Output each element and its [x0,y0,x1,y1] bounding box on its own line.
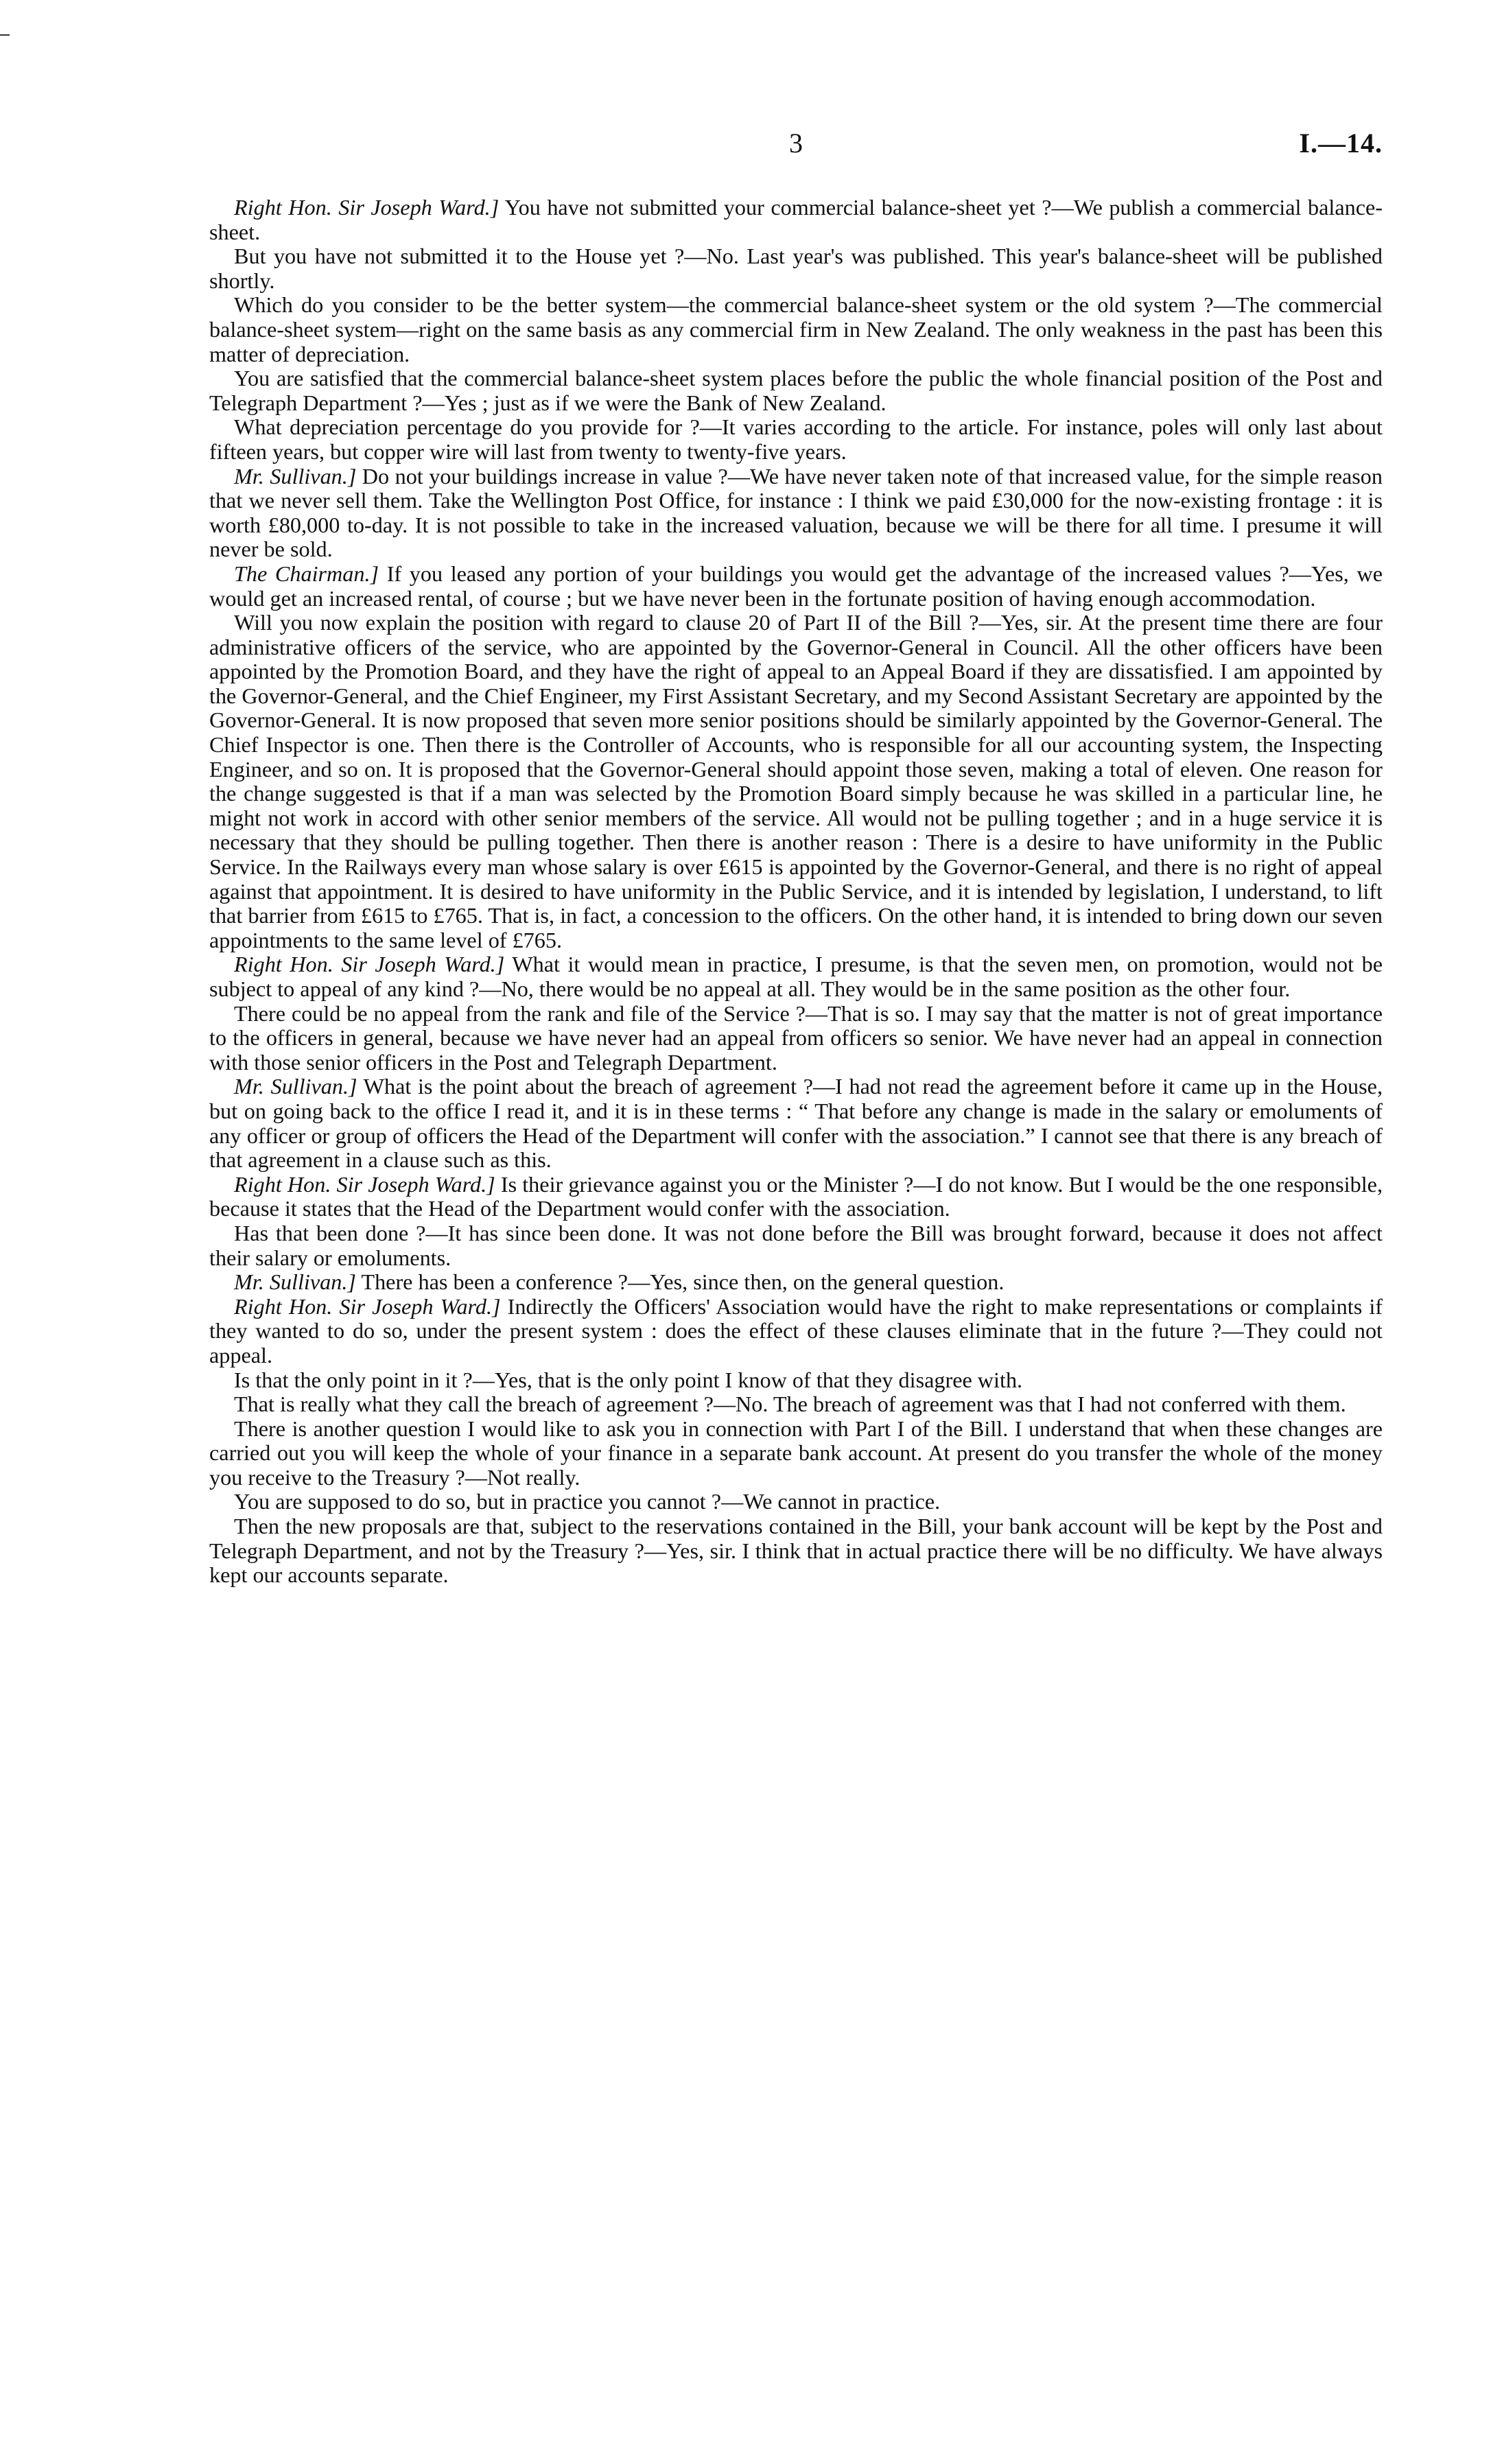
paper-reference: I.—14. [1299,128,1383,159]
paragraph [209,196,1383,244]
paragraph-text: Do not your buildings increase in value ?—We have never taken note of that increased value, for the simple reason that we never sell them. Take the Wellington Post Office, for instance : I think we paid £30,000 for the now-existing frontage : it is worth £80,000 to-day. It is not possible to take in the increased valuation, because we will be there for all time. I presume it will never be sold. [209,463,1383,562]
paragraph [209,1221,1383,1270]
paragraph [209,1514,1383,1588]
page-header [209,127,1383,168]
paragraph-text: You are supposed to do so, but in practice you cannot ?—We cannot in practice. [234,1489,941,1514]
speaker-name: Right Hon. Sir Joseph Ward.] [234,1171,495,1197]
paragraph [209,1075,1383,1172]
paragraph-text: Which do you consider to be the better system—the commercial balance-sheet system or the old system ?—The commercial balance-sheet system—right on the same basis as any commercial firm in New Zealand. The only weakness in the past has been this matter of depreciation. [209,292,1383,366]
paragraph [209,244,1383,293]
paragraph [209,1270,1383,1295]
speaker-name: Right Hon. Sir Joseph Ward.] [234,952,505,977]
paragraph-text: Will you now explain the position with regard to clause 20 of Part II of the Bill ?—Yes, sir. At the present time there are four administrative officers of the service, who are appointed by the Governor-General in Council. All the other officers have been appointed by the Promotion Board, and they have the right of appeal to an Appeal Board if they are dissatisfied. I am appointed by the Governor-General, and the Chief Engineer, my First Assistant Secretary, and my Second Assistant Secretary are appointed by the Governor-General. It is now proposed that seven more senior positions should be similarly appointed by the Governor-General. The Chief Inspector is one. Then there is the Controller of Accounts, who is responsible for all our accounting system, the Inspecting Engineer, and so on. It is proposed that the Governor-General should appoint those seven, making a total of eleven. One reason for the change suggested is that if a man was selected by the Promotion Board simply because he was skilled in a particular line, he might not work in accord with other senior members of the service. All would not be pulling together ; and in a huge service it is necessary that they should be pulling together. Then there is another reason : There is a desire to have uniformity in the Public Service. In the Railways every man whose salary is over £615 is appointed by the Governor-General, and there is no right of appeal against that appointment. It is desired to have uniformity in the Public Service, and it is intended by legislation, I understand, to lift that barrier from £615 to £765. That is, in fact, a concession to the officers. On the other hand, it is intended to bring down our seven appointments to the same level of £765. [209,610,1383,952]
paragraph [209,952,1383,1001]
paragraph [209,465,1383,562]
paragraph-text: There has been a conference ?—Yes, since then, on the general question. [355,1269,1005,1295]
paragraph [209,366,1383,415]
paragraph-text: Has that been done ?—It has since been done. It was not done before the Bill was brought forward, because it does not affect their salary or emoluments. [209,1220,1383,1270]
paragraph-text: If you leased any portion of your buildings you would get the advantage of the increased values ?—Yes, we would get an increased rental, of course ; but we have never been in the fortunate position of having enough accommodation. [209,561,1383,611]
paragraph-text: There could be no appeal from the rank and file of the Service ?—That is so. I may say that the matter is not of great importance to the officers in general, because we have never had an appeal from officers so senior. We have never had an appeal in connection with those senior officers in the Post and Telegraph Department. [209,1000,1383,1075]
paragraph [209,1368,1383,1393]
paragraph [209,1392,1383,1417]
paragraph-text: What is the point about the breach of agreement ?—I had not read the agreement before it came up in the House, but on going back to the office I read it, and it is in these terms : “ That before any change is made in the salary or emoluments of any officer or group of officers the Head of the Department will confer with the association.” I cannot see that there is any breach of that agreement in a clause such as this. [209,1074,1383,1173]
page-number: 3 [789,128,803,159]
speaker-name: Right Hon. Sir Joseph Ward.] [234,195,500,220]
speaker-name: Right Hon. Sir Joseph Ward.] [234,1293,501,1319]
speaker-name: The Chairman.] [234,561,379,586]
paragraph-text: Is that the only point in it ?—Yes, that is the only point I know of that they disagree with. [234,1367,1023,1392]
paragraph [209,1002,1383,1075]
margin-mark [0,34,10,36]
paragraph [209,1490,1383,1514]
paragraph [209,293,1383,366]
paragraph [209,1173,1383,1221]
paragraph-text: Indirectly the Officers' Association would have the right to make representations or complaints if they wanted to do so, under the present system : does the effect of these clauses eliminate that in the future ?—They could not appeal. [209,1293,1383,1368]
paragraph [209,1417,1383,1490]
paragraph [209,415,1383,464]
paragraph [209,1295,1383,1368]
paragraph-text: Then the new proposals are that, subject to the reservations contained in the Bill, your bank account will be kept by the Post and Telegraph Department, and not by the Treasury ?—Yes, sir. I think that in actual practice there will be no difficulty. We have always kept our accounts separate. [209,1514,1383,1588]
speaker-name: Mr. Sullivan.] [234,463,357,489]
paragraph-text: That is really what they call the breach of agreement ?—No. The breach of agreement was that I had not conferred with them. [234,1392,1346,1417]
speaker-name: Mr. Sullivan.] [234,1269,356,1295]
paragraph-text: What depreciation percentage do you provide for ?—It varies according to the article. For instance, poles will only last about fifteen years, but copper wire will last from twenty to twenty-five years. [209,414,1383,464]
paragraph-text: You are satisfied that the commercial balance-sheet system places before the public the whole financial position of the Post and Telegraph Department ?—Yes ; just as if we were the Bank of New Zealand. [209,366,1383,415]
paragraph-text: There is another question I would like to ask you in connection with Part I of the Bill. I understand that when these changes are carried out you will keep the whole of your finance in a separate bank account. At present do you transfer the whole of the money you receive to the Treasury ?—Not really. [209,1416,1383,1490]
paragraph-text: You have not submitted your commercial balance-sheet yet ?—We publish a commercial balance-sheet. [209,195,1383,244]
body-text [209,196,1383,1588]
paragraph-text: But you have not submitted it to the House yet ?—No. Last year's was published. This year's balance-sheet will be published shortly. [209,244,1383,293]
paragraph-text: Is their grievance against you or the Minister ?—I do not know. But I would be the one responsible, because it states that the Head of the Department would confer with the association. [209,1171,1383,1221]
speaker-name: Mr. Sullivan.] [234,1074,357,1099]
paragraph [209,562,1383,611]
paragraph [209,611,1383,952]
paragraph-text: What it would mean in practice, I presume, is that the seven men, on promotion, would not be subject to appeal of any kind ?—No, there would be no appeal at all. They would be in the same position as the other four. [209,952,1383,1001]
